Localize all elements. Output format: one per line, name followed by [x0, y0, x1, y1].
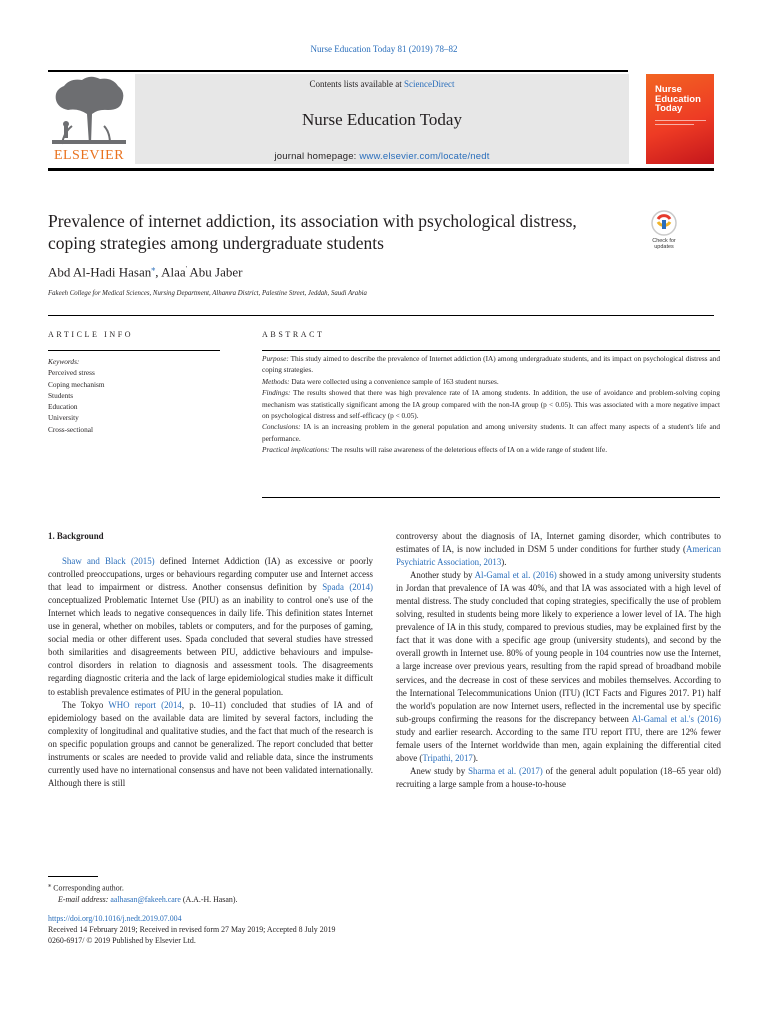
received-dates: Received 14 February 2019; Received in revised form 27 May 2019; Accepted 8 July 2019: [48, 925, 336, 935]
citation-link[interactable]: American Psychiatric Association, 2013: [396, 544, 721, 568]
homepage-link[interactable]: www.elsevier.com/locate/nedt: [359, 151, 490, 162]
abstract-rule: [262, 350, 720, 351]
section-heading: 1. Background: [48, 531, 104, 541]
body-paragraph: controversy about the diagnosis of IA, Internet gaming disorder, which contributes to estimates of IA, is now included in DSM 5 under conditions for further study (American Psychiatric Association, 2013).: [396, 531, 721, 568]
abstract-conclusions: Conclusions: IA is an increasing problem in the general population and among university students. It can affect many aspects of a student's life and performance.: [262, 422, 720, 443]
sciencedirect-link[interactable]: ScienceDirect: [404, 79, 455, 89]
check-for-updates-badge[interactable]: [646, 210, 682, 254]
elsevier-wordmark: ELSEVIER: [53, 148, 125, 163]
copyright-line: 0260-6917/ © 2019 Published by Elsevier Ltd.: [48, 936, 196, 946]
citation-link[interactable]: Spada (2014): [322, 582, 373, 593]
footnote: ⁎ Corresponding author. E-mail address: aalhasan@fakeeh.care (A.A.-H. Hasan).: [48, 882, 238, 904]
keywords-label: Keywords:: [48, 357, 80, 366]
corresponding-author-mark[interactable]: ⁎: [151, 264, 156, 273]
citation-link[interactable]: Shaw and Black (2015): [62, 556, 155, 567]
abstract-implications: Practical implications: The results will raise awareness of the deleterious effects of IA on a wide range of student life.: [262, 445, 608, 455]
body-paragraph: Anew study by Sharma et al. (2017) of the general adult population (18–65 year old) recruiting a large sample from a house-to-house: [396, 765, 721, 789]
email-link[interactable]: aalhasan@fakeeh.care: [110, 894, 181, 904]
author-list: Abd Al-Hadi Hasan⁎, Alaa' Abu Jaber: [48, 264, 243, 280]
citation-link[interactable]: Al-Gamal et al.'s (2016): [631, 713, 721, 724]
cover-title-line: Nurse: [655, 84, 682, 95]
info-top-rule: [48, 315, 714, 316]
journal-title: Nurse Education Today: [302, 110, 462, 129]
keyword-item: Cross-sectional: [48, 424, 93, 434]
keyword-item: Education: [48, 402, 78, 412]
keyword-item: University: [48, 413, 79, 423]
body-column-right: [396, 530, 721, 791]
article-title: Prevalence of internet addiction, its association with psychological distress, coping strategies among undergraduate students: [48, 211, 577, 253]
body-paragraph: Another study by Al-Gamal et al. (2016) showed in a study among university students in Jordan that prevalence of IA was 40%, and that IA was associated with a high level of mental distress. The study concluded that coping strategies, specifically the use of problem solving, resulted in students being more likely to experience a lower level of IA. The high prevalence of IA in this study, compared to previous studies, may be explained first by the fact that it was done with a specific age group (university students), and second by the overall growth in Internet use. 80% of young people in 104 countries now use the Internet, a large increase over previous years, resulting from the rapid spread of broadband mobile services, and the decrease in cost of these services and mobiles themselves. According to the International Telecommunications Union (ITU) (ICT Facts and Figures 2017. P1) half the world's population are now Internet users, reflected in the incremental use by specific sub-groups confirming the reasons for the discrepancy between Al-Gamal et al.'s (2016) study and earlier research. According to the same ITU report ITU, there are 12% fewer female users of the Internet worldwide than men, again explaining the differential cited above (Tripathi, 2017).: [396, 570, 721, 763]
article-info-rule: [48, 350, 220, 351]
doi-link[interactable]: https://doi.org/10.1016/j.nedt.2019.07.004: [48, 914, 182, 923]
keywords-list: [48, 356, 105, 435]
abstract-body: [262, 353, 720, 456]
abstract-purpose: Purpose: This study aimed to describe the prevalence of Internet addiction (IA) among undergraduate students, and its impact on psychological distress and coping strategies.: [262, 354, 720, 375]
journal-citation[interactable]: Nurse Education Today 81 (2019) 78–82: [310, 44, 458, 54]
journal-homepage: journal homepage: www.elsevier.com/locate/nedt: [274, 151, 490, 162]
abstract-findings: Findings: The results showed that there was high prevalence rate of IA among students. In addition, the use of avoidance and problem-solving coping mechanism was statistically significant among the IA group compared with the non-IA group (p < 0.05). This was associated with a more negative impact on psychological distress and self-efficacy (p < 0.05).: [262, 388, 720, 421]
abstract-bottom-rule: [262, 497, 720, 498]
header-rule: [48, 70, 628, 72]
journal-cover-thumbnail[interactable]: [646, 74, 714, 164]
body-column-left: [48, 530, 373, 790]
author-name: Alaa: [161, 264, 186, 280]
footnote-rule: [48, 876, 98, 877]
abstract-heading: ABSTRACT: [262, 330, 325, 339]
keyword-item: Students: [48, 390, 74, 400]
citation-link[interactable]: Al-Gamal et al. (2016): [474, 570, 557, 581]
keyword-item: Perceived stress: [48, 368, 95, 378]
keyword-item: Coping mechanism: [48, 379, 105, 389]
body-paragraph: Shaw and Black (2015) defined Internet Addiction (IA) as excessive or poorly controlled preoccupations, urges or behaviours regarding computer use and Internet access that lead to impairment or distress. Another consensus definition by Spada (2014) conceptualized Problematic Internet Use (PIU) as an inability to control one's use of the Internet which leads to negative consequences in daily life. This definition states Internet use in general, whether on mobiles, tablets or computers, and for the purposes of gaming, social media or other different uses. Spada concluded that several studies have stressed both similarities and disagreements between PIU, addictive behaviours and impulse-control disorders in relation to diagnosis and assessment tools. The disagreements regarding diagnostic criteria and the lack of large epidemiological studies make it difficult to establish prevalence estimates of PIU in the general population.: [48, 556, 373, 697]
author-name: Abd Al-Hadi Hasan: [48, 264, 152, 280]
article-info-heading: ARTICLE INFO: [48, 330, 134, 339]
contents-line: Contents lists available at ScienceDirect: [309, 79, 455, 89]
author-affiliation: Fakeeh College for Medical Sciences, Nursing Department, Alhamra District, Palestine Street, Jeddah, Saudi Arabia: [48, 290, 367, 297]
cover-title-line: Education: [655, 93, 701, 105]
cover-title-line: Today: [655, 103, 683, 114]
check-updates-label: Check for updates: [652, 238, 676, 250]
abstract-methods: Methods: Data were collected using a convenience sample of 163 student nurses.: [262, 376, 499, 386]
body-paragraph: The Tokyo WHO report (2014, p. 10–11) concluded that studies of IA and of epidemiology based on the available data are limited by several factors, including the complexity of longitudinal and qualitative studies, and the fact that much of the research is on specific population groups and cannot be generalized. The report concluded that better instruments or scales are needed to provide valid and reliable data, since the instruments currently used have no international consensus and have not been validated internationally. Although there is still: [48, 699, 374, 788]
citation-link[interactable]: Tripathi, 2017: [422, 752, 473, 763]
corresponding-author-note: Corresponding author.: [51, 883, 124, 893]
check-updates-icon: [651, 210, 677, 236]
article-metadata: [48, 913, 336, 947]
header-thick-rule: [48, 168, 714, 171]
citation-link[interactable]: WHO report (2014: [108, 699, 182, 710]
citation-link[interactable]: Sharma et al. (2017): [468, 765, 543, 776]
